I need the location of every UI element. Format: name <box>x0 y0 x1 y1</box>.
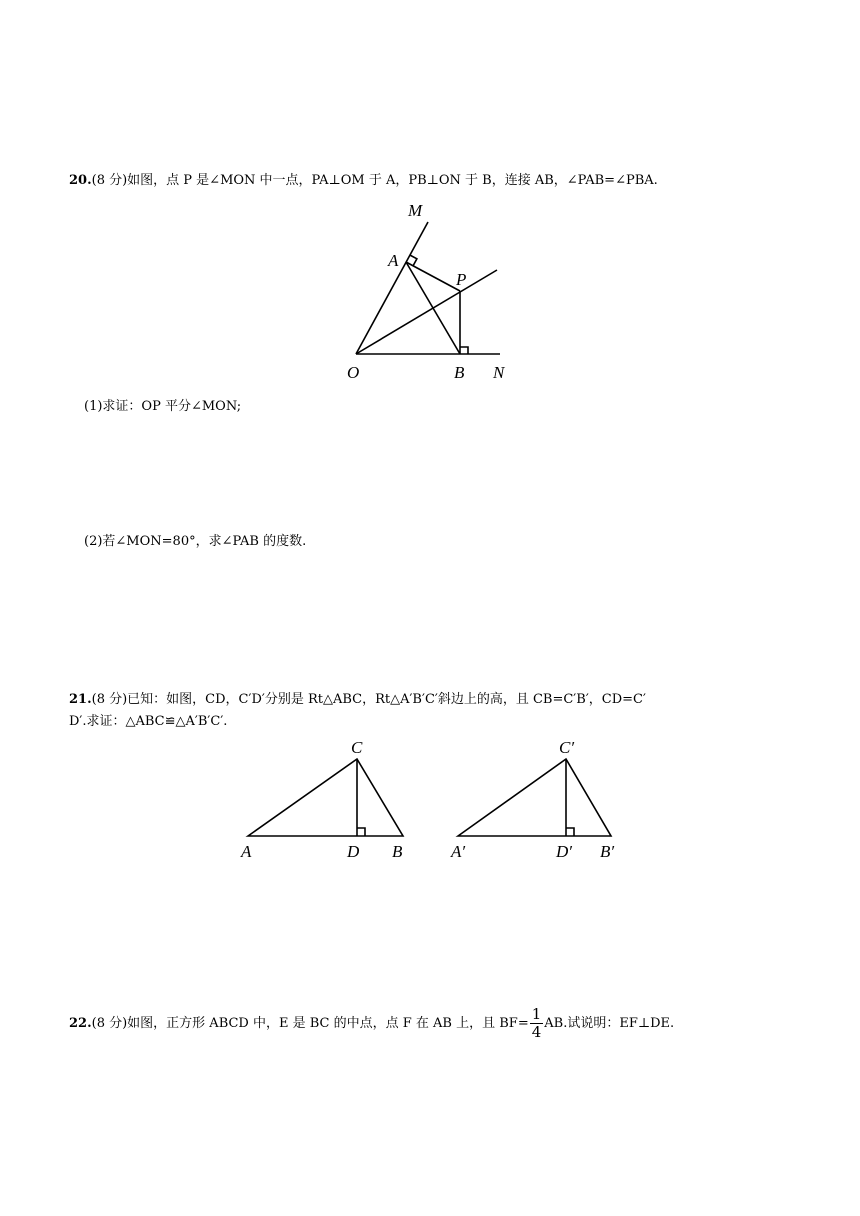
fraction-one-quarter <box>530 1006 544 1041</box>
fraction-denominator: 4 <box>531 1023 542 1041</box>
label-b-left: B <box>392 842 403 861</box>
label-a-prime: A′ <box>451 842 466 861</box>
question-20-number: 20. <box>69 173 92 188</box>
label-o: O <box>347 363 360 382</box>
right-angle-mark-d-prime <box>566 828 574 836</box>
question-21-number: 21. <box>69 692 92 707</box>
label-c-prime: C′ <box>559 738 575 757</box>
question-21-text-line-2: D′.求证：△ABC≌△A′B′C′. <box>69 714 228 729</box>
right-angle-mark-b <box>460 347 468 354</box>
label-p: P <box>456 270 467 289</box>
triangle-a-prime-b-prime-c-prime <box>458 759 611 836</box>
question-21-body-line-1: (8 分)已知：如图，CD，C′D′分别是 Rt△ABC，Rt△A′B′C′斜边上的高，且 CB=C′B′，CD=C′ <box>91 692 646 707</box>
label-c: C <box>351 738 363 757</box>
ray-om <box>356 222 428 354</box>
triangle-abc <box>248 759 403 836</box>
question-20-part-2: (2)若∠MON=80°，求∠PAB 的度数. <box>84 534 307 549</box>
question-20-text <box>69 172 658 190</box>
label-b-prime: B′ <box>600 842 615 861</box>
question-20-figure <box>340 196 520 386</box>
label-a-left: A <box>241 842 252 861</box>
question-21-text-line-1 <box>69 691 646 709</box>
label-n: N <box>493 363 505 382</box>
question-22-body-before: (8 分)如图，正方形 ABCD 中，E 是 BC 的中点，点 F 在 AB 上，且 BF= <box>91 1016 529 1031</box>
label-m: M <box>408 201 423 220</box>
label-d-prime: D′ <box>556 842 572 861</box>
question-22-text <box>69 1005 674 1043</box>
question-22-number: 22. <box>69 1016 92 1031</box>
label-b: B <box>454 363 465 382</box>
question-21-figure <box>230 735 640 865</box>
label-a: A <box>388 251 399 270</box>
question-22-body-after: AB.试说明：EF⊥DE. <box>544 1016 675 1031</box>
right-angle-mark-d <box>357 828 365 836</box>
ray-op <box>356 270 497 354</box>
label-d: D <box>347 842 360 861</box>
question-20-part-1: (1)求证：OP 平分∠MON; <box>84 399 242 414</box>
fraction-numerator: 1 <box>531 1005 542 1023</box>
question-20-body: (8 分)如图，点 P 是∠MON 中一点，PA⊥OM 于 A，PB⊥ON 于 B，连接 AB，∠PAB=∠PBA. <box>91 173 658 188</box>
